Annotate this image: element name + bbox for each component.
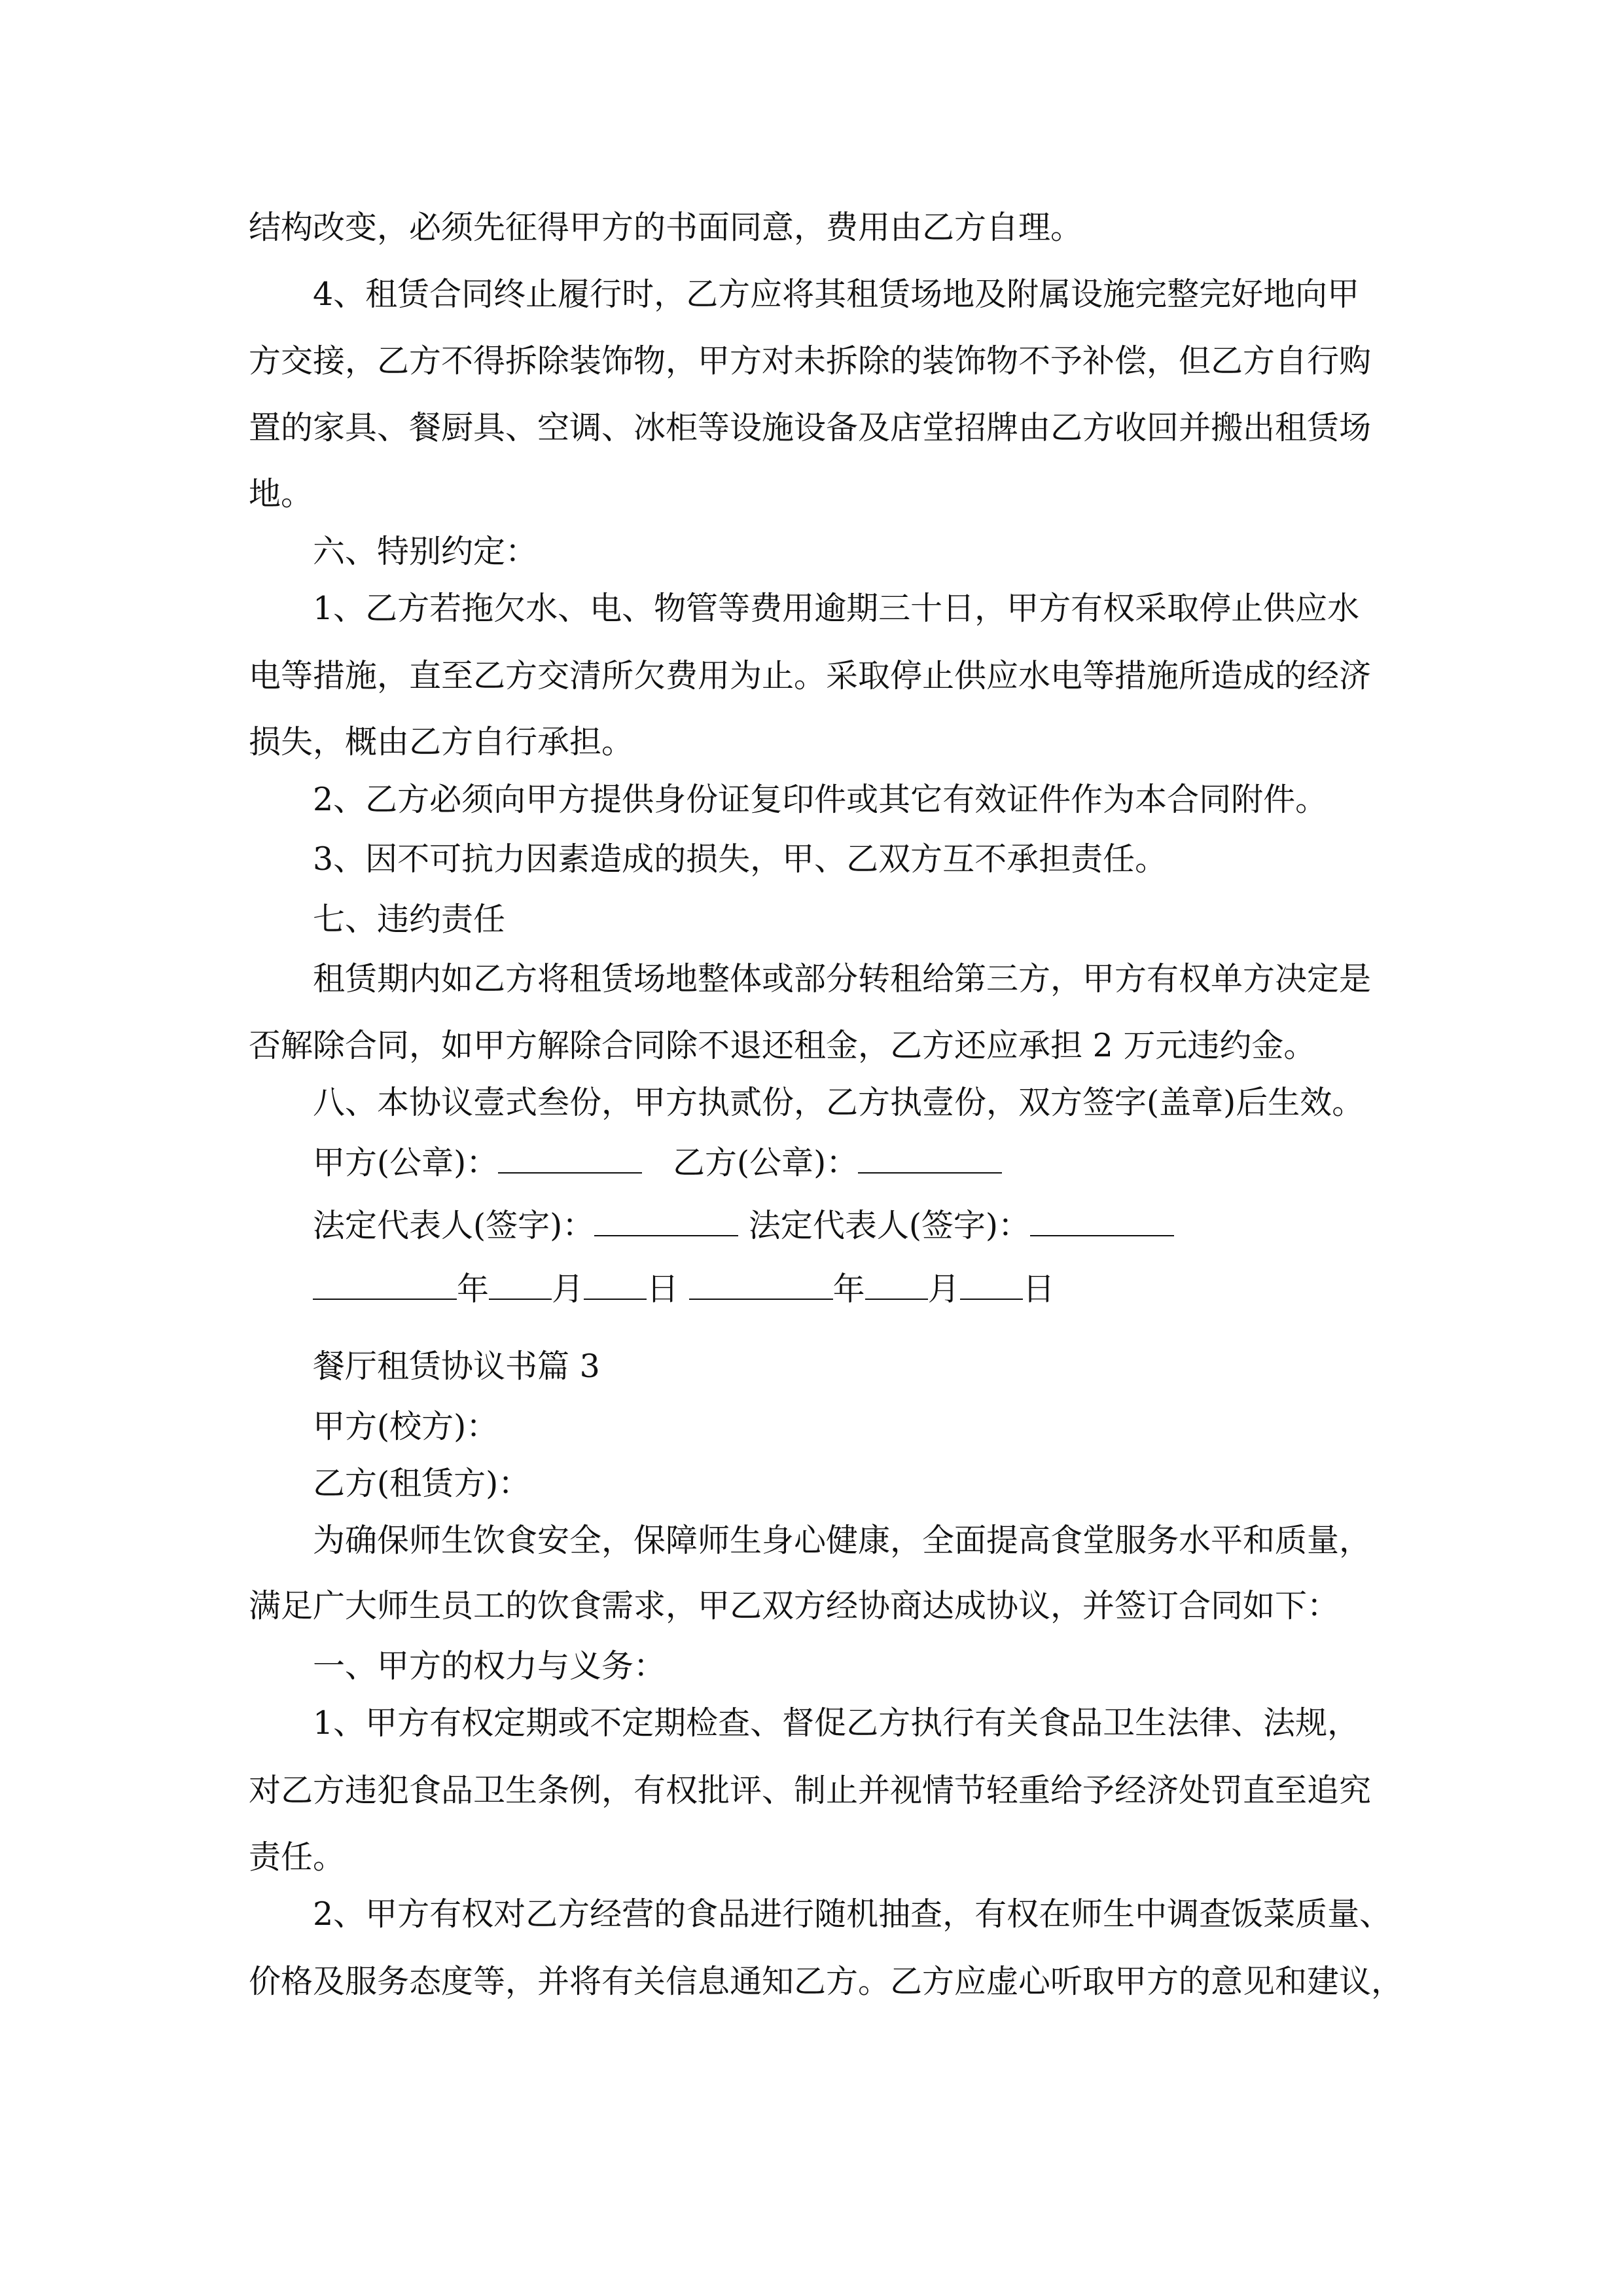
paragraph-line: 租赁期内如乙方将租赁场地整体或部分转租给第三方，甲方有权单方决定是 [313, 960, 1372, 997]
paragraph-line: 结构改变，必须先征得甲方的书面同意，费用由乙方自理。 [249, 209, 1083, 246]
paragraph-line: 1、甲方有权定期或不定期检查、督促乙方执行有关食品卫生法律、法规， [313, 1704, 1360, 1742]
date-b-month-blank[interactable] [865, 1272, 928, 1300]
paragraph-line: 为确保师生饮食安全，保障师生身心健康，全面提高食堂服务水平和质量， [313, 1522, 1372, 1559]
date-b-day-blank[interactable] [960, 1272, 1023, 1300]
month-label: 月 [927, 1270, 960, 1308]
paragraph-line: 损失，概由乙方自行承担。 [249, 723, 634, 761]
paragraph-line: 3、因不可抗力因素造成的损失，甲、乙双方互不承担责任。 [313, 840, 1168, 878]
paragraph-line: 价格及服务态度等，并将有关信息通知乙方。乙方应虚心听取甲方的意见和建议， [249, 1963, 1404, 2000]
party-b-seal-blank[interactable] [858, 1146, 1002, 1174]
representative-row [313, 1206, 1174, 1246]
party-a-line: 甲方(校方)： [313, 1408, 499, 1445]
paragraph-line: 八、本协议壹式叁份，甲方执贰份，乙方执壹份，双方签字(盖章)后生效。 [313, 1084, 1364, 1121]
rep-b-label: 法定代表人(签字)： [748, 1207, 1031, 1244]
paragraph-line: 方交接，乙方不得拆除装饰物，甲方对未拆除的装饰物不予补偿，但乙方自行购 [249, 342, 1372, 380]
month-label: 月 [552, 1270, 584, 1308]
rep-b-blank[interactable] [1030, 1209, 1174, 1236]
paragraph-line: 对乙方违犯食品卫生条例，有权批评、制止并视情节轻重给予经济处罚直至追究 [249, 1772, 1372, 1809]
date-a-day-blank[interactable] [584, 1272, 647, 1300]
rep-a-label: 法定代表人(签字)： [313, 1207, 595, 1244]
day-label: 日 [647, 1270, 679, 1308]
paragraph-line: 地。 [249, 475, 313, 512]
paragraph-line: 电等措施，直至乙方交清所欠费用为止。采取停止供应水电等措施所造成的经济 [249, 657, 1372, 694]
section-title: 餐厅租赁协议书篇 3 [313, 1348, 600, 1385]
rep-a-blank[interactable] [594, 1209, 738, 1236]
year-label: 年 [457, 1270, 490, 1308]
year-label: 年 [832, 1270, 865, 1308]
party-b-line: 乙方(租赁方)： [313, 1465, 531, 1502]
paragraph-line: 置的家具、餐厨具、空调、冰柜等设施设备及店堂招牌由乙方收回并搬出租赁场 [249, 409, 1372, 446]
paragraph-line: 4、租赁合同终止履行时，乙方应将其租赁场地及附属设施完整完好地向甲 [313, 276, 1360, 313]
date-a-month-blank[interactable] [489, 1272, 552, 1300]
paragraph-line: 2、甲方有权对乙方经营的食品进行随机抽查，有权在师生中调查饭菜质量、 [313, 1895, 1392, 1933]
party-b-seal-label: 乙方(公章)： [672, 1144, 859, 1181]
date-a-year-blank[interactable] [313, 1272, 457, 1300]
section-heading: 一、甲方的权力与义务： [313, 1647, 666, 1685]
party-a-seal-label: 甲方(公章)： [313, 1144, 499, 1181]
section-heading: 六、特别约定： [313, 533, 538, 570]
paragraph-line: 2、乙方必须向甲方提供身份证复印件或其它有效证件作为本合同附件。 [313, 781, 1328, 818]
paragraph-line: 满足广大师生员工的饮食需求，甲乙双方经协商达成协议，并签订合同如下： [249, 1587, 1340, 1624]
paragraph-line: 否解除合同，如甲方解除合同除不退还租金，乙方还应承担 2 万元违约金。 [249, 1027, 1316, 1064]
section-heading: 七、违约责任 [313, 901, 506, 938]
day-label: 日 [1022, 1270, 1055, 1308]
paragraph-line: 责任。 [249, 1839, 346, 1876]
seal-row [313, 1143, 1002, 1183]
date-row [313, 1270, 1055, 1309]
date-b-year-blank[interactable] [689, 1272, 833, 1300]
paragraph-line: 1、乙方若拖欠水、电、物管等费用逾期三十日，甲方有权采取停止供应水 [313, 590, 1360, 627]
party-a-seal-blank[interactable] [498, 1146, 642, 1174]
